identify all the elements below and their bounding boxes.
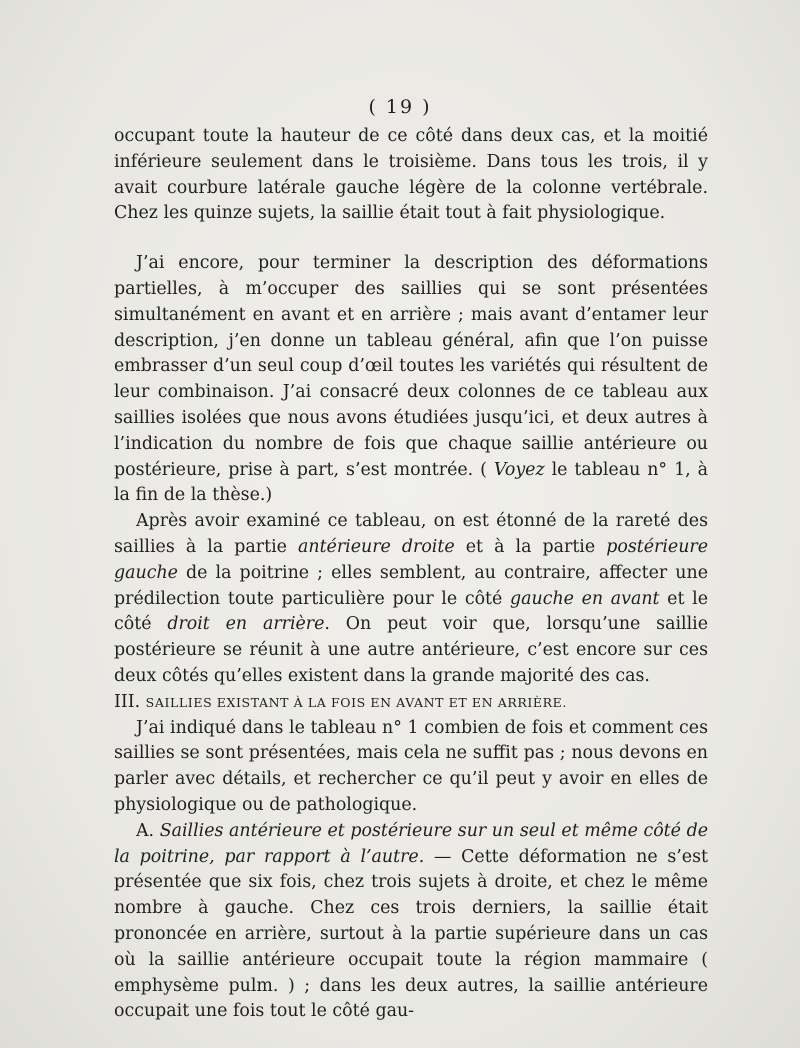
body-text	[114, 124, 708, 1025]
paragraph-3-text-i: . On peut voir que, lorsqu’une saillie postérieure se réunit à une autre antérieure, c’est encore sur ces deux côtés qu’elles existent dans la grande majorité des cas.	[114, 614, 708, 686]
paragraph-3-italic-f: gauche en avant	[510, 588, 660, 609]
subsection-title: Saillies antérieure et postérieure sur un seul et même côté de la poitrine, par rapport à l’autre.	[114, 820, 708, 867]
paragraph-3-italic-d: postérieure gauche	[114, 536, 709, 583]
reference-open: (	[480, 459, 494, 480]
page-number: ( 19 )	[368, 96, 432, 118]
section-title: SAILLIES EXISTANT À LA FOIS EN AVANT ET EN ARRIÈRE.	[145, 694, 567, 710]
paragraph-1: occupant toute la hauteur de ce côté dans deux cas, et la moitié inférieure seulement dans le troisième. Dans tous les trois, il y avait courbure latérale gauche légère de la colonne vertébrale. Chez les quinze sujets, la saillie était tout à fait physiologique.	[114, 126, 708, 224]
section-number: III.	[114, 691, 146, 712]
paragraph-3	[114, 509, 708, 690]
paragraph-3-italic-b: antérieure droite	[298, 536, 455, 557]
section-heading	[114, 690, 708, 716]
paragraph-2	[114, 251, 708, 509]
paragraph-2-text: J’ai encore, pour terminer la description des déformations partielles, à m’occuper des saillies qui se sont présentées simultanément en avant et en arrière ; mais avant d’entamer leur description, j’en donne un tableau général, afin que l’on puisse embrasser d’un seul coup d’œil toutes les variétés qui résultent de leur combinaison. J’ai consacré deux colonnes de ce tableau aux saillies isolées que nous avons étudiées jusqu’ici, et deux autres à l’indication du nombre de fois que chaque saillie antérieure ou postérieure, prise à part, s’est montrée.	[114, 253, 708, 480]
paragraph-gap	[114, 227, 708, 251]
paragraph-3-text-g: et le côté	[114, 588, 708, 635]
paragraph-4: J’ai indiqué dans le tableau n° 1 combien de fois et comment ces saillies se sont présentées, mais cela ne suffit pas ; nous devons en parler avec détails, et rechercher ce qu’il peut y avoir en elles de physiologique ou de pathologique.	[114, 717, 708, 815]
paragraph-3-italic-h: droit en arrière	[167, 614, 325, 635]
paragraph-5	[114, 819, 708, 1025]
subsection-letter: A.	[136, 820, 160, 841]
paragraph-3-text-a: Après avoir examiné ce tableau, on est étonné de la rareté des saillies à la partie	[114, 511, 708, 557]
reference-voyez: Voyez	[493, 459, 545, 480]
paragraph-5-text: — Cette déformation ne s’est présentée que six fois, chez trois sujets à droite, et chez le même nombre à gauche. Chez ces trois derniers, la saillie était prononcée en arrière, surtout à la partie supérieure dans un cas où la saillie antérieure occupait toute la région mammaire ( emphysème pulm. ) ; dans les deux autres, la saillie antérieure occupait une fois tout le côté gau-	[114, 846, 708, 1022]
reference-text: le tableau n° 1, à la fin de la thèse.)	[114, 459, 708, 506]
paragraph-3-text-c: et à la partie	[454, 536, 607, 557]
paragraph-3-text-e: de la poitrine ; elles semblent, au contraire, affecter une prédilection toute particulière pour le côté	[114, 562, 708, 609]
